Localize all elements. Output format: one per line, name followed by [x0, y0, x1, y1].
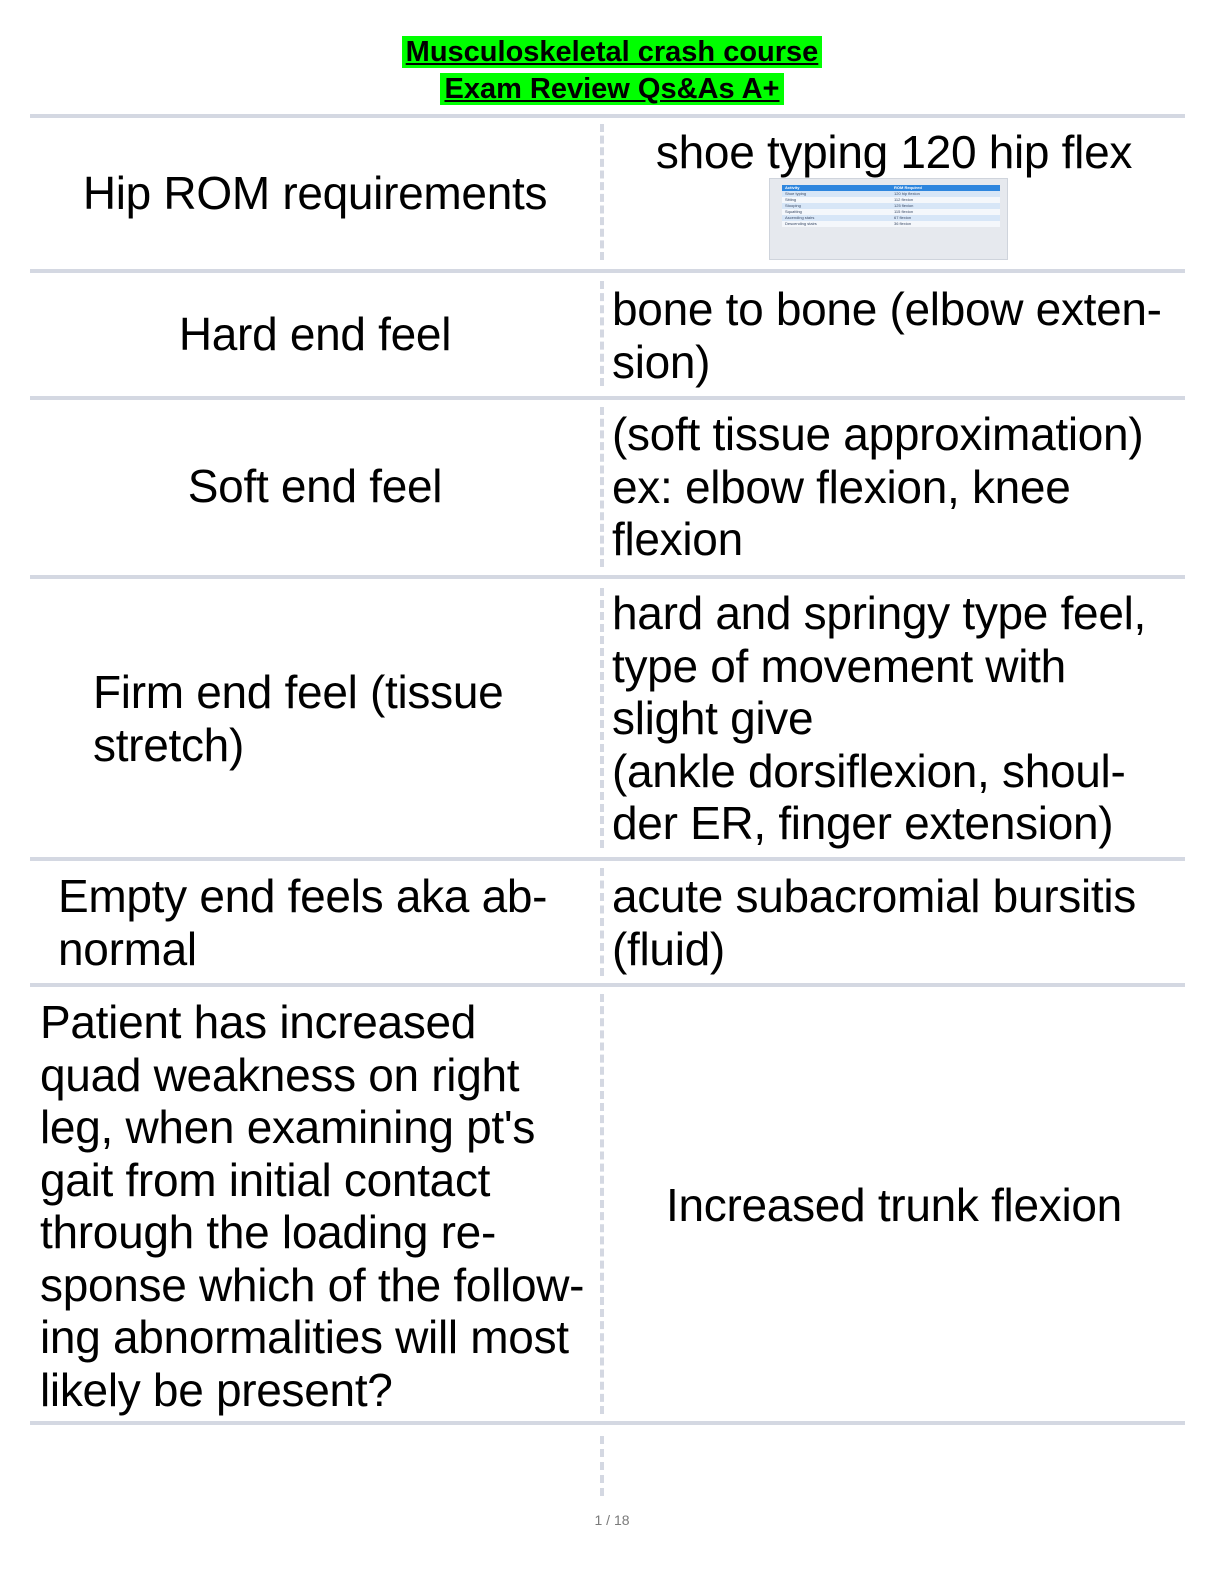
page-number: 1 / 18 — [594, 1512, 630, 1528]
column-divider — [600, 1436, 604, 1496]
card-definition: hard and springy type feel, type of movement with slight give (ankle dorsiflexion, shoul- der ER, finger extension) — [612, 587, 1147, 849]
column-divider — [600, 588, 604, 848]
table-row: Descending stairs 36 flexion — [782, 221, 1000, 227]
column-divider — [600, 281, 604, 386]
row-divider — [30, 1421, 1185, 1425]
table-row: Sitting 112 flexion — [782, 197, 1000, 203]
card-term: Hip ROM requirements — [82, 167, 548, 219]
card-term: Soft end feel — [187, 460, 443, 512]
row-divider — [30, 114, 1185, 118]
table-row: Shoe typing 120 hip flexion — [782, 191, 1000, 197]
rom-table-header: ROM Required — [891, 185, 1000, 191]
row-divider — [30, 575, 1185, 579]
table-row: Stooping 125 flexion — [782, 203, 1000, 209]
rom-table-header: Activity — [782, 185, 891, 191]
card-term: Hard end feel — [178, 308, 452, 360]
card-definition: Increased trunk flexion — [666, 1179, 1122, 1231]
row-divider — [30, 269, 1185, 273]
card-definition: (soft tissue approximation) ex: elbow flexion, knee flexion — [612, 408, 1144, 565]
column-divider — [600, 407, 604, 567]
document-title: Musculoskeletal crash course — [0, 34, 1224, 70]
card-term: Empty end feels aka ab- normal — [58, 870, 548, 975]
rom-table-image — [769, 178, 1008, 260]
table-row: Ascending stairs 67 flexion — [782, 215, 1000, 221]
row-divider — [30, 857, 1185, 861]
column-divider — [600, 868, 604, 976]
card-term: Patient has increased quad weakness on right leg, when examining pt's gait from initial contact through the loading re- sponse which of the follow- ing abnormalities will most likely be present? — [40, 996, 585, 1416]
row-divider — [30, 396, 1185, 400]
card-definition: shoe typing 120 hip flex — [655, 126, 1133, 178]
table-row: Squatting 115 flexion — [782, 209, 1000, 215]
row-divider — [30, 983, 1185, 987]
card-definition: acute subacromial bursitis (fluid) — [612, 870, 1136, 975]
card-term: Firm end feel (tissue stretch) — [93, 666, 504, 771]
rom-table — [782, 185, 1000, 227]
card-definition: bone to bone (elbow exten- sion) — [612, 283, 1162, 388]
document-subtitle: Exam Review Qs&As A+ — [0, 71, 1224, 107]
